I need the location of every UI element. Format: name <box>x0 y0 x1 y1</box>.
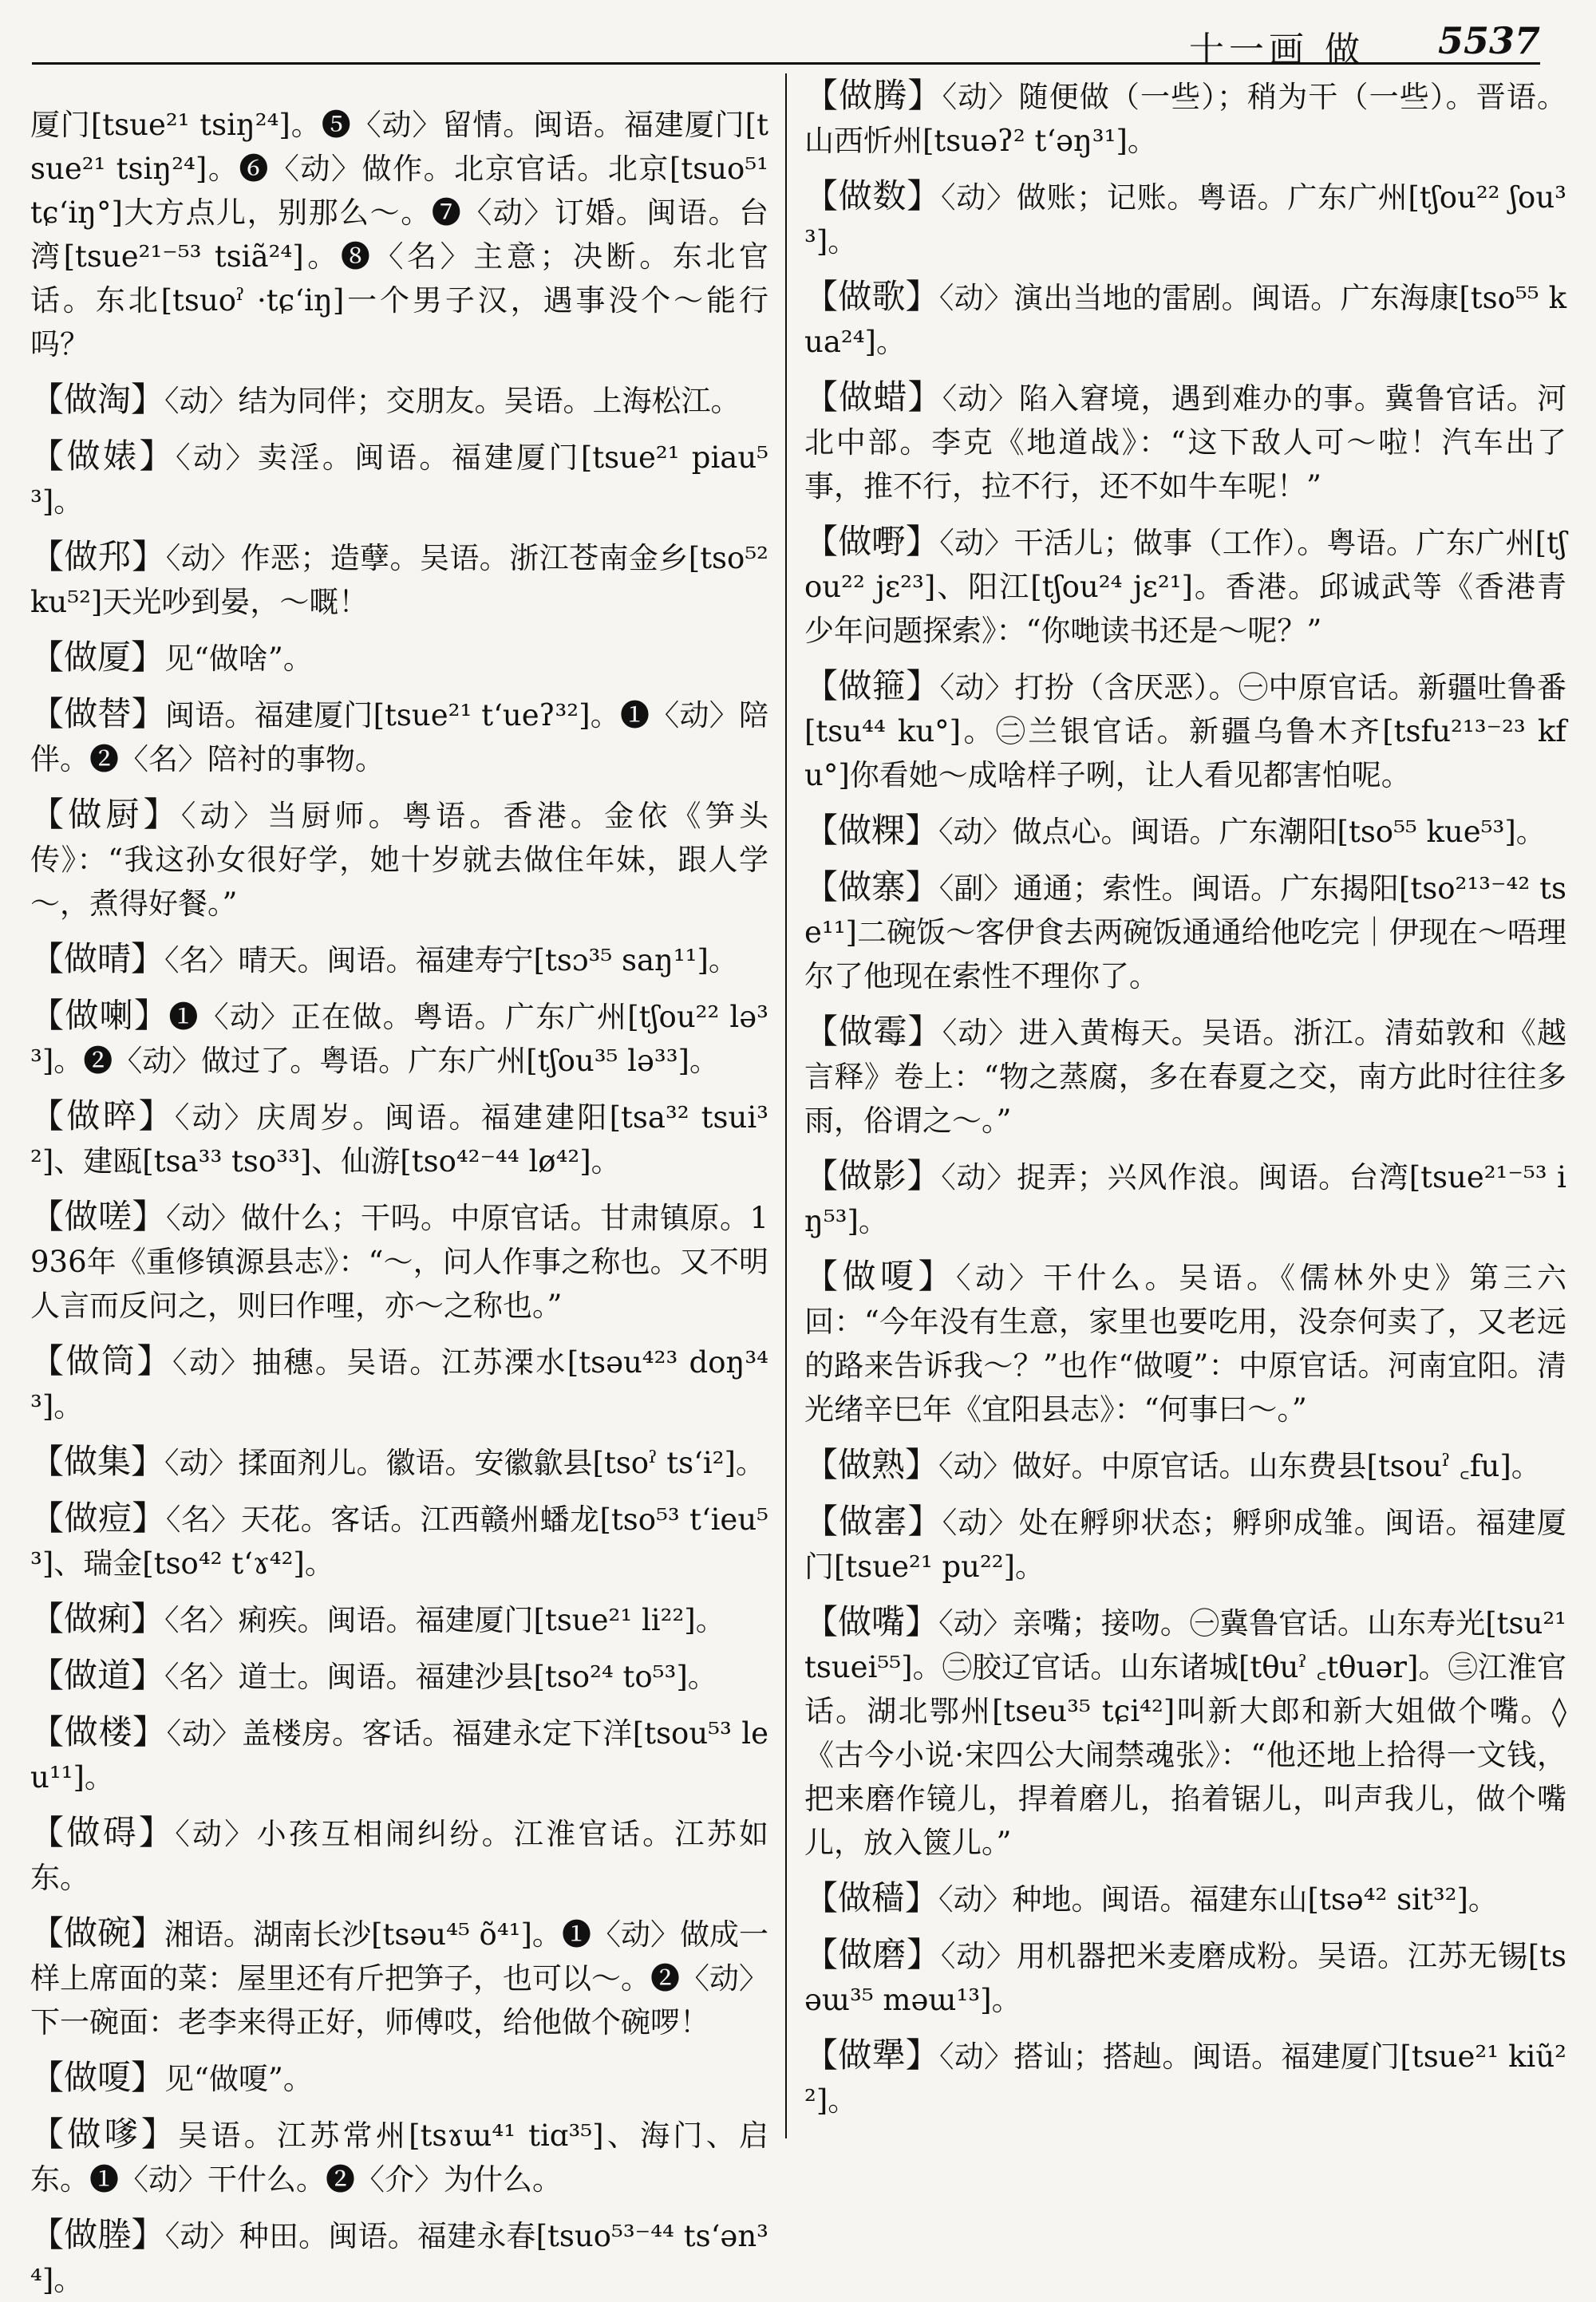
entry-definition: 〈动〉做什么；干吗。中原官话。甘肃镇原。1936年《重修镇源县志》：“～，问人作事之称也。又不明人言而反问之，则曰作哩，亦～之称也。” <box>30 1201 768 1323</box>
entry-headword: 【做淘】 <box>30 380 165 419</box>
header-rule <box>32 62 1540 65</box>
dictionary-entry <box>30 1597 768 1642</box>
dictionary-entry <box>804 664 1566 797</box>
dictionary-entry <box>804 1499 1566 1589</box>
entry-headword: 【做痘】 <box>30 1498 166 1538</box>
entry-headword: 【做厦】 <box>30 638 165 677</box>
dictionary-entry <box>804 174 1566 263</box>
dictionary-entry <box>30 993 768 1083</box>
entry-definition: 〈名〉晴天。闽语。福建寿宁[tsɔ³⁵ saŋ¹¹]。 <box>164 943 738 977</box>
dictionary-entry <box>804 2033 1566 2122</box>
dictionary-entry <box>804 1933 1566 2022</box>
entry-headword: 【做嘴】 <box>804 1602 939 1641</box>
dictionary-entry <box>30 1194 768 1328</box>
entry-headword: 【做楼】 <box>30 1712 167 1751</box>
dictionary-entry <box>30 2112 768 2201</box>
entry-definition: 〈动〉随便做（一些）；稍为干（一些）。晋语。山西忻州[tsuəʔ² tʻəŋ³¹]。 <box>804 80 1566 158</box>
dictionary-entry <box>30 635 768 681</box>
dictionary-entry <box>804 1154 1566 1243</box>
entry-headword: 【做数】 <box>804 176 941 215</box>
entry-headword: 【做蜡】 <box>804 377 942 417</box>
entry-headword: 【做箍】 <box>804 666 940 705</box>
entry-definition: 〈动〉结为同伴；交朋友。吴语。上海松江。 <box>164 384 741 418</box>
entry-definition: 〈动〉捉弄；兴风作浪。闽语。台湾[tsue²¹⁻⁵³ iŋ⁵³]。 <box>804 1160 1566 1238</box>
dictionary-entry <box>804 865 1566 998</box>
entry-headword: 【做霉】 <box>804 1012 942 1051</box>
entry-headword: 【做婊】 <box>30 436 176 476</box>
dictionary-entry <box>804 1254 1566 1431</box>
entry-definition: 湘语。湖南长沙[tsəu⁴⁵ õ⁴¹]。❶〈动〉做成一样上席面的菜：屋里还有斤把笋子，也可以～。❷〈动〉下一碗面：老李来得正好，师傅哎，给他做个碗啰！ <box>30 1917 768 2039</box>
column-divider <box>785 73 787 2138</box>
entry-definition: 〈动〉处在孵卵状态；孵卵成雏。闽语。福建厦门[tsue²¹ pu²²]。 <box>804 1506 1566 1584</box>
entry-headword: 【做碗】 <box>30 1913 165 1953</box>
entry-definition: 〈动〉庆周岁。闽语。福建建阳[tsa³² tsui³²]、建瓯[tsa³³ tso³³]、仙游[tso⁴²⁻⁴⁴ lø⁴²]。 <box>30 1100 768 1179</box>
entry-headword: 【做犟】 <box>804 2035 939 2075</box>
entry-definition: 〈动〉当厨师。粤语。香港。金依《笋头传》：“我这孙女很好学，她十岁就去做住年妹，跟人学～，煮得好餐。” <box>30 799 768 921</box>
dictionary-entry <box>30 377 768 423</box>
entry-headword: 【做道】 <box>30 1656 165 1695</box>
dictionary-entry <box>30 1710 768 1799</box>
entry-headword: 【做嗲】 <box>30 2114 179 2154</box>
entry-headword: 【做熟】 <box>804 1445 939 1484</box>
entry-definition: 〈动〉抽穗。吴语。江苏溧水[tsəu⁴²³ doŋ³⁴³]。 <box>30 1345 768 1423</box>
page-number: 5537 <box>1437 19 1540 62</box>
entry-definition: 见“做啥”。 <box>164 642 313 676</box>
dictionary-entry <box>30 692 768 781</box>
dictionary-entry <box>804 808 1566 854</box>
entry-headword: 【做粿】 <box>804 811 939 850</box>
entry-definition: 〈动〉亲嘴；接吻。㊀冀鲁官话。山东寿光[tsu²¹ tsuei⁵⁵]。㊁胶辽官话。山东诸城[tθuˀ ꜀tθuər]。㊂江淮官话。湖北鄂州[tseu³⁵ tɕi⁴²]叫新大郎和新大姐做个嘴。◊《古今小说·宋四公大闹禁魂张》：“他还地上拾得一文钱，把来磨作镜儿，捍着磨儿，掐着锯儿，叫声我儿，做个嘴儿，放入篋儿。” <box>804 1606 1566 1860</box>
entry-definition: 〈动〉做账；记账。粤语。广东广州[tʃou²² ʃou³³]。 <box>804 180 1566 259</box>
dictionary-entry <box>30 2055 768 2101</box>
entry-headword: 【做寨】 <box>804 867 939 906</box>
dictionary-entry <box>804 1876 1566 1921</box>
entry-definition: 〈动〉陷入窘境，遇到难办的事。冀鲁官话。河北中部。李克《地道战》：“这下敌人可～啦！汽车出了事，推不行，拉不行，还不如牛车呢！” <box>804 381 1566 503</box>
entry-headword: 【做集】 <box>30 1442 165 1481</box>
dictionary-entry <box>804 375 1566 508</box>
entry-headword: 【做影】 <box>804 1156 942 1195</box>
dictionary-entry <box>30 1094 768 1183</box>
dictionary-entry <box>30 535 768 624</box>
dictionary-entry <box>804 1443 1566 1488</box>
entry-definition: 闽语。福建厦门[tsue²¹ tʻueʔ³²]。❶〈动〉陪伴。❷〈名〉陪衬的事物。 <box>30 698 768 776</box>
entry-headword: 【做腾】 <box>804 76 942 115</box>
entry-definition: 〈副〉通通；索性。闽语。广东揭阳[tso²¹³⁻⁴² tse¹¹]二碗饭～客伊食去两碗饭通通给他吃完｜伊现在～唔理尔了他现在索性不理你了。 <box>804 871 1566 993</box>
entry-definition: 〈动〉干活儿；做事（工作）。粤语。广东广州[tʃou²² jɛ²³]、阳江[tʃou²⁴ jɛ²¹]。香港。邱诚武等《香港青少年问题探索》：“你哋读书还是～呢？” <box>804 526 1566 648</box>
entry-definition: 〈动〉演出当地的雷剧。闽语。广东海康[tso⁵⁵ kua²⁴]。 <box>804 281 1566 359</box>
entry-headword: 【做筒】 <box>30 1341 172 1380</box>
entry-headword: 【做嗄】 <box>804 1257 956 1296</box>
left-entry-list <box>30 377 768 2302</box>
entry-definition: 见“做嗄”。 <box>164 2062 313 2096</box>
entry-headword: 【做嗄】 <box>30 2058 165 2097</box>
dictionary-entry <box>804 519 1566 653</box>
entry-definition: 〈动〉用机器把米麦磨成粉。吴语。江苏无锡[tsəɯ³⁵ məɯ¹³]。 <box>804 1939 1566 2017</box>
entry-headword: 【做痢】 <box>30 1599 165 1638</box>
entry-definition: 〈动〉干什么。吴语。《儒林外史》第三六回：“今年没有生意，家里也要吃用，没奈何卖了，又老远的路来告诉我～？”也作“做嗄”：中原官话。河南宜阳。清光绪辛巳年《宜阳县志》：“何事曰～。” <box>804 1261 1566 1427</box>
entry-definition: 〈名〉道士。闽语。福建沙县[tso²⁴ to⁵³]。 <box>164 1660 717 1694</box>
entry-headword: 【做厨】 <box>30 795 181 834</box>
dictionary-entry <box>30 2213 768 2302</box>
dictionary-entry <box>30 937 768 982</box>
dictionary-entry <box>804 1600 1566 1865</box>
dictionary-entry <box>804 274 1566 364</box>
entry-definition: 〈动〉作恶；造孽。吴语。浙江苍南金乡[tso⁵² ku⁵²]天光吵到晏，～嘅！ <box>30 541 768 619</box>
entry-definition: 〈动〉做点心。闽语。广东潮阳[tso⁵⁵ kue⁵³]。 <box>938 815 1546 849</box>
entry-definition: 〈动〉搭讪；搭赸。闽语。福建厦门[tsue²¹ kiũ²²]。 <box>804 2039 1566 2118</box>
right-column <box>804 73 1566 2138</box>
entry-definition: 〈动〉卖淫。闽语。福建厦门[tsue²¹ piau⁵³]。 <box>30 440 768 519</box>
entry-headword: 【做嘢】 <box>804 522 940 561</box>
entry-headword: 【做䢴】 <box>30 537 166 576</box>
dictionary-entry <box>804 73 1566 163</box>
entry-definition: 〈动〉种田。闽语。福建永春[tsuo⁵³⁻⁴⁴ tsʻən³⁴]。 <box>30 2219 768 2297</box>
entry-headword: 【做嗟】 <box>30 1197 166 1236</box>
entry-headword: 【做寚】 <box>804 1502 942 1541</box>
entry-headword: 【做喇】 <box>30 996 169 1035</box>
entry-headword: 【做塍】 <box>30 2215 165 2254</box>
header-title: 十一画 做 <box>1189 30 1365 70</box>
entry-headword: 【做穑】 <box>804 1878 939 1917</box>
entry-definition: 吴语。江苏常州[tsɤɯ⁴¹ tiɑ³⁵]、海门、启东。❶〈动〉干什么。❷〈介〉为什么。 <box>30 2118 768 2197</box>
dictionary-entry <box>30 1439 768 1485</box>
entry-definition: 〈动〉盖楼房。客话。福建永定下洋[tsou⁵³ leu¹¹]。 <box>30 1716 768 1795</box>
dictionary-entry <box>30 1653 768 1699</box>
dictionary-entry <box>804 1009 1566 1143</box>
entry-definition: 〈名〉痢疾。闽语。福建厦门[tsue²¹ li²²]。 <box>164 1603 725 1637</box>
dictionary-entry <box>30 1810 768 1900</box>
entry-headword: 【做替】 <box>30 694 165 733</box>
right-entry-list <box>804 73 1566 2122</box>
dictionary-entry <box>30 1496 768 1585</box>
entry-definition: 〈动〉种地。闽语。福建东山[tsə⁴² sit³²]。 <box>938 1882 1498 1917</box>
entry-definition: 〈动〉揉面剂儿。徽语。安徽歙县[tsoˀ tsʻi²]。 <box>164 1446 765 1480</box>
dictionary-entry <box>30 792 768 926</box>
entry-definition: 〈动〉小孩互相闹纠纷。江淮官话。江苏如东。 <box>30 1817 768 1895</box>
dictionary-entry <box>30 1339 768 1428</box>
entry-headword: 【做歌】 <box>804 277 939 316</box>
continuation-text: 厦门[tsue²¹ tsiŋ²⁴]。❺〈动〉留情。闽语。福建厦门[tsue²¹ tsiŋ²⁴]。❻〈动〉做作。北京官话。北京[tsuo⁵¹ tɕʻiŋ°]大方点儿，别那么～。❼〈动〉订婚。闽语。台湾[tsue²¹⁻⁵³ tsiã²⁴]。❽〈名〉主意；决断。东北官话。东北[tsuoˀ ·tɕʻiŋ]一个男子汉，遇事没个～能行吗？ <box>30 108 768 361</box>
entry-definition: 〈名〉天花。客话。江西赣州蟠龙[tso⁵³ tʻieu⁵³]、瑞金[tso⁴² tʻɤ⁴²]。 <box>30 1502 768 1581</box>
entry-headword: 【做碍】 <box>30 1813 176 1852</box>
entry-definition: 〈动〉做好。中原官话。山东费县[tsouˀ ꜀fu]。 <box>938 1449 1541 1483</box>
entry-headword: 【做晬】 <box>30 1096 175 1135</box>
left-column <box>30 73 768 2297</box>
entry-headword: 【做磨】 <box>804 1935 941 1974</box>
entry-headword: 【做晴】 <box>30 939 165 978</box>
entry-definition: ❶〈动〉正在做。粤语。广东广州[tʃou²² lə³³]。❷〈动〉做过了。粤语。广东广州[tʃou³⁵ lə³³]。 <box>30 1000 768 1078</box>
entry-definition: 〈动〉进入黄梅天。吴语。浙江。清茹敦和《越言释》卷上：“物之蒸腐，多在春夏之交，南方此时往往多雨，俗谓之～。” <box>804 1016 1566 1138</box>
entry-definition: 〈动〉打扮（含厌恶）。㊀中原官话。新疆吐鲁番[tsu⁴⁴ ku°]。㊁兰银官话。新疆乌鲁木齐[tsfu²¹³⁻²³ kfu°]你看她～成啥样子咧，让人看见都害怕呢。 <box>804 670 1566 792</box>
dictionary-entry <box>30 434 768 523</box>
page-header <box>32 14 1540 70</box>
dictionary-entry <box>30 1911 768 2044</box>
